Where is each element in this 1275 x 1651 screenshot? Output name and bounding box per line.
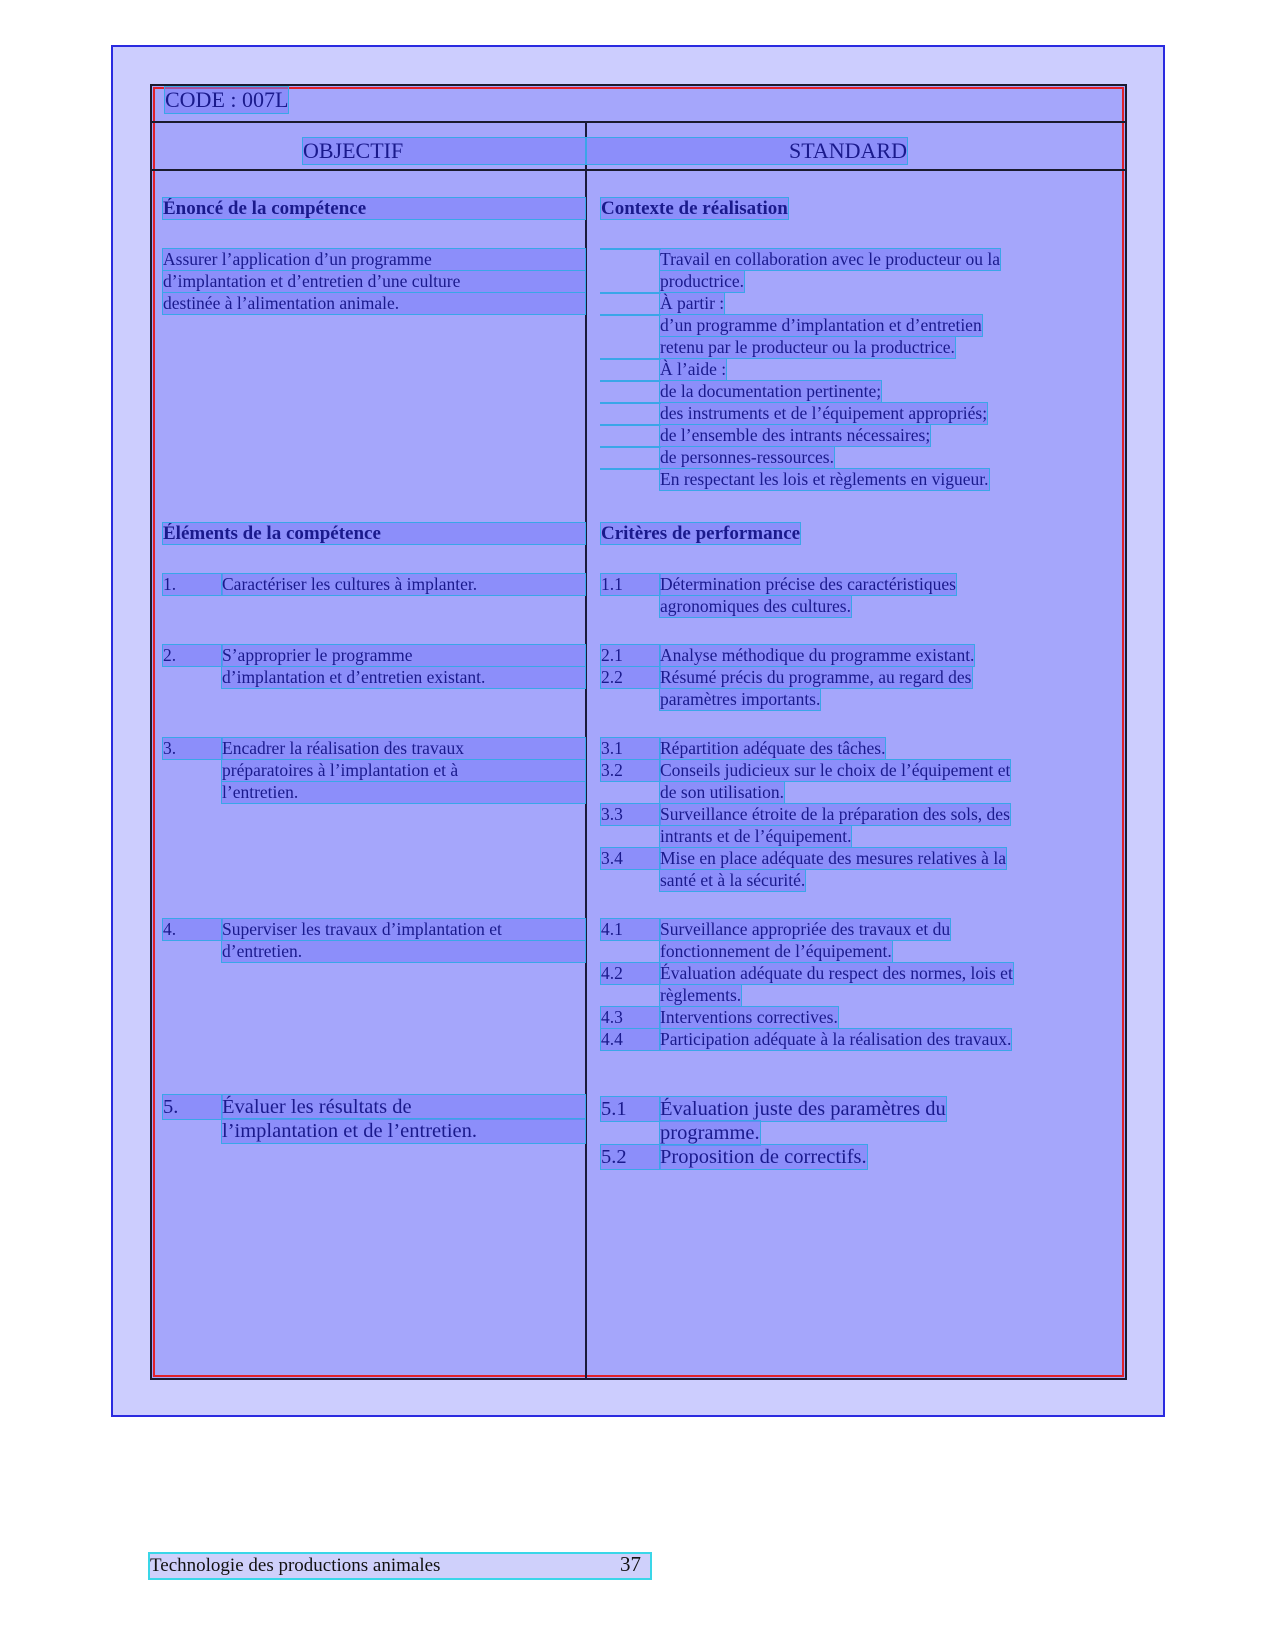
critere-number: 4.4	[601, 1029, 660, 1050]
element-line: Caractériser les cultures à implanter.	[222, 574, 585, 595]
column-divider	[585, 121, 587, 1380]
enonce-line: destinée à l’alimentation animale.	[163, 293, 585, 314]
contexte-item-line: retenu par le producteur ou la productrice.	[660, 337, 955, 357]
enonce-line: d’implantation et d’entretien d’une culture	[163, 271, 585, 292]
critere-line: Interventions correctives.	[660, 1007, 838, 1027]
critere-line: intrants et de l’équipement.	[660, 826, 852, 846]
contexte-item-line: Travail en collaboration avec le producteur ou la	[660, 249, 1000, 269]
critere-line: Analyse méthodique du programme existant.	[660, 645, 975, 665]
contexte-item-line: À l’aide :	[660, 359, 727, 379]
page-number: 37	[620, 1552, 641, 1576]
element-line: Évaluer les résultats de	[222, 1095, 585, 1119]
critere-line: Résumé précis du programme, au regard des	[660, 667, 972, 687]
critere-number: 1.1	[601, 574, 660, 595]
element-line: S’approprier le programme	[222, 645, 585, 666]
criteres-title: Critères de performance	[601, 523, 801, 544]
contexte-item-line: À partir :	[660, 293, 725, 313]
enonce-title: Énoncé de la compétence	[163, 198, 585, 219]
footer-title: Technologie des productions animales	[150, 1555, 441, 1576]
critere-line: Évaluation adéquate du respect des normes, lois et	[660, 963, 1013, 983]
element-number: 2.	[163, 645, 222, 666]
critere-number: 2.1	[601, 645, 660, 666]
code-label: CODE : 007L	[165, 87, 289, 112]
elements-title: Éléments de la compétence	[163, 523, 585, 544]
critere-line: Surveillance étroite de la préparation des sols, des	[660, 804, 1010, 824]
critere-line: Évaluation juste des paramètres du	[660, 1098, 946, 1120]
page-footer	[150, 1554, 650, 1578]
critere-number: 4.3	[601, 1007, 660, 1028]
critere-line: fonctionnement de l’équipement.	[660, 941, 892, 961]
element-number: 3.	[163, 738, 222, 759]
critere-line: règlements.	[660, 985, 742, 1005]
enonce-line: Assurer l’application d’un programme	[163, 249, 585, 270]
critere-number: 4.1	[601, 919, 660, 940]
critere-number: 5.1	[601, 1097, 660, 1121]
element-number: 1.	[163, 574, 222, 595]
contexte-item-line: de la documentation pertinente;	[660, 381, 882, 401]
element-line: préparatoires à l’implantation et à	[222, 760, 585, 781]
element-line: Encadrer la réalisation des travaux	[222, 738, 585, 759]
element-line: l’entretien.	[222, 782, 585, 803]
critere-number: 3.3	[601, 804, 660, 825]
critere-line: santé et à la sécurité.	[660, 870, 806, 890]
critere-line: Surveillance appropriée des travaux et du	[660, 919, 951, 939]
header-standard: STANDARD	[587, 138, 907, 164]
element-number: 4.	[163, 919, 222, 940]
element-line: l’implantation et de l’entretien.	[222, 1119, 585, 1143]
rule-under-headers	[150, 169, 1127, 171]
critere-number: 4.2	[601, 963, 660, 984]
rule-under-code	[150, 121, 1127, 123]
critere-number: 5.2	[601, 1145, 660, 1169]
element-line: d’entretien.	[222, 941, 585, 962]
element-number: 5.	[163, 1095, 222, 1119]
critere-line: Répartition adéquate des tâches.	[660, 738, 886, 758]
contexte-item-line: d’un programme d’implantation et d’entretien	[660, 315, 982, 335]
critere-number: 3.2	[601, 760, 660, 781]
contexte-title: Contexte de réalisation	[601, 198, 788, 219]
critere-line: agronomiques des cultures.	[660, 596, 851, 616]
critere-line: Conseils judicieux sur le choix de l’équipement et	[660, 760, 1011, 780]
contexte-item-line: des instruments et de l’équipement appropriés;	[660, 403, 988, 423]
critere-line: Détermination précise des caractéristiques	[660, 574, 956, 594]
critere-number: 3.4	[601, 848, 660, 869]
header-objectif: OBJECTIF	[303, 138, 585, 164]
contexte-item-line: de l’ensemble des intrants nécessaires;	[660, 425, 931, 445]
critere-line: de son utilisation.	[660, 782, 784, 802]
critere-line: Mise en place adéquate des mesures relatives à la	[660, 848, 1006, 868]
critere-number: 3.1	[601, 738, 660, 759]
element-line: d’implantation et d’entretien existant.	[222, 667, 585, 688]
critere-line: Participation adéquate à la réalisation des travaux.	[660, 1029, 1012, 1049]
contexte-item-line: de personnes-ressources.	[660, 447, 834, 467]
element-line: Superviser les travaux d’implantation et	[222, 919, 585, 940]
contexte-item-line: productrice.	[660, 271, 745, 291]
contexte-item-line: En respectant les lois et règlements en vigueur.	[660, 469, 989, 489]
critere-number: 2.2	[601, 667, 660, 688]
critere-line: programme.	[660, 1122, 760, 1144]
critere-line: paramètres importants.	[660, 689, 821, 709]
critere-line: Proposition de correctifs.	[660, 1146, 867, 1168]
